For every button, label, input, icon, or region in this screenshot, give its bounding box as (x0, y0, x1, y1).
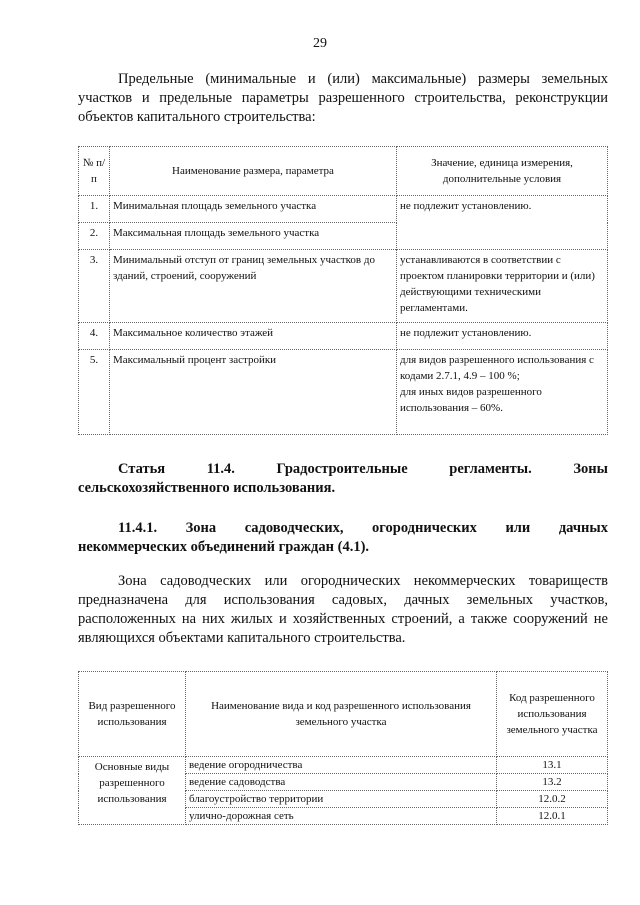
row-name: Минимальный отступ от границ земельных участков до зданий, строений, сооружений (110, 250, 397, 323)
section-heading (78, 519, 608, 557)
section-heading-line2: некоммерческих объединений граждан (4.1). (78, 539, 370, 555)
parameters-table-header (79, 147, 608, 196)
header-name: Наименование размера, параметра (110, 147, 397, 196)
permitted-use-table (78, 671, 608, 825)
heading-word: садоводческих, (244, 520, 344, 536)
row-name: Максимальный процент застройки (110, 350, 397, 435)
header-num: № п/п (79, 147, 110, 196)
heading-word: Зона (185, 520, 217, 536)
table-row (79, 323, 608, 350)
permitted-use-table-header (79, 672, 608, 757)
row-num: 2. (79, 223, 110, 250)
row-name: Максимальная площадь земельного участка (110, 223, 397, 250)
zone-description-paragraph: Зона садоводческих или огороднических некоммерческих товариществ предназначена для использования садовых, дачных земельных участков, расположенных на них жилых и хозяйственных строений, а также сооружений не являющихся объектами капитального строительства. (78, 573, 608, 646)
header-value: Значение, единица измерения, дополнительные условия (397, 147, 608, 196)
group-label: Основные виды разрешенного использования (79, 757, 186, 825)
heading-word: или (505, 520, 531, 536)
row-value: не подлежит установлению. (397, 196, 608, 250)
heading-word: Статья (118, 461, 166, 477)
header-code: Код разрешенного использования земельного участка (497, 672, 608, 757)
heading-word: регламенты. (449, 461, 532, 477)
use-code: 12.0.2 (497, 791, 608, 808)
use-name: ведение огородничества (186, 757, 497, 774)
use-code: 13.1 (497, 757, 608, 774)
heading-word: 11.4. (206, 461, 235, 477)
heading-word: Градостроительные (276, 461, 408, 477)
row-name: Максимальное количество этажей (110, 323, 397, 350)
article-heading-line1 (78, 460, 608, 479)
row-value (397, 350, 608, 435)
table-row (79, 250, 608, 323)
table-row (79, 196, 608, 223)
use-name: улично-дорожная сеть (186, 808, 497, 825)
article-heading (78, 460, 608, 498)
use-name: ведение садоводства (186, 774, 497, 791)
heading-word: огороднических (372, 520, 477, 536)
intro-paragraph: Предельные (минимальные и (или) максимальные) размеры земельных участков и предельные параметры разрешенного строительства, реконструкции объектов капитального строительства: (78, 71, 608, 125)
use-code: 12.0.1 (497, 808, 608, 825)
table-row (79, 757, 608, 774)
article-heading-line2: сельскохозяйственного использования. (78, 480, 336, 496)
table-row (79, 350, 608, 435)
header-use-name: Наименование вида и код разрешенного использования земельного участка (186, 672, 497, 757)
row-num: 1. (79, 196, 110, 223)
row-value: не подлежит установлению. (397, 323, 608, 350)
heading-word: 11.4.1. (118, 520, 158, 536)
page-number: 29 (313, 36, 327, 51)
row-name: Минимальная площадь земельного участка (110, 196, 397, 223)
parameters-table (78, 146, 608, 435)
row-value: устанавливаются в соответствии с проектом планировки территории и (или) действующими техническими регламентами. (397, 250, 608, 323)
heading-word: дачных (558, 520, 608, 536)
section-heading-line1 (78, 519, 608, 538)
use-code: 13.2 (497, 774, 608, 791)
row-num: 4. (79, 323, 110, 350)
row-value-line: для иных видов разрешенного использования – 60%. (400, 386, 542, 414)
heading-word: Зоны (573, 461, 608, 477)
header-kind: Вид разрешенного использования (79, 672, 186, 757)
use-name: благоустройство территории (186, 791, 497, 808)
row-num: 3. (79, 250, 110, 323)
row-num: 5. (79, 350, 110, 435)
row-value-line: для видов разрешенного использования с кодами 2.7.1, 4.9 – 100 %; (400, 354, 594, 382)
